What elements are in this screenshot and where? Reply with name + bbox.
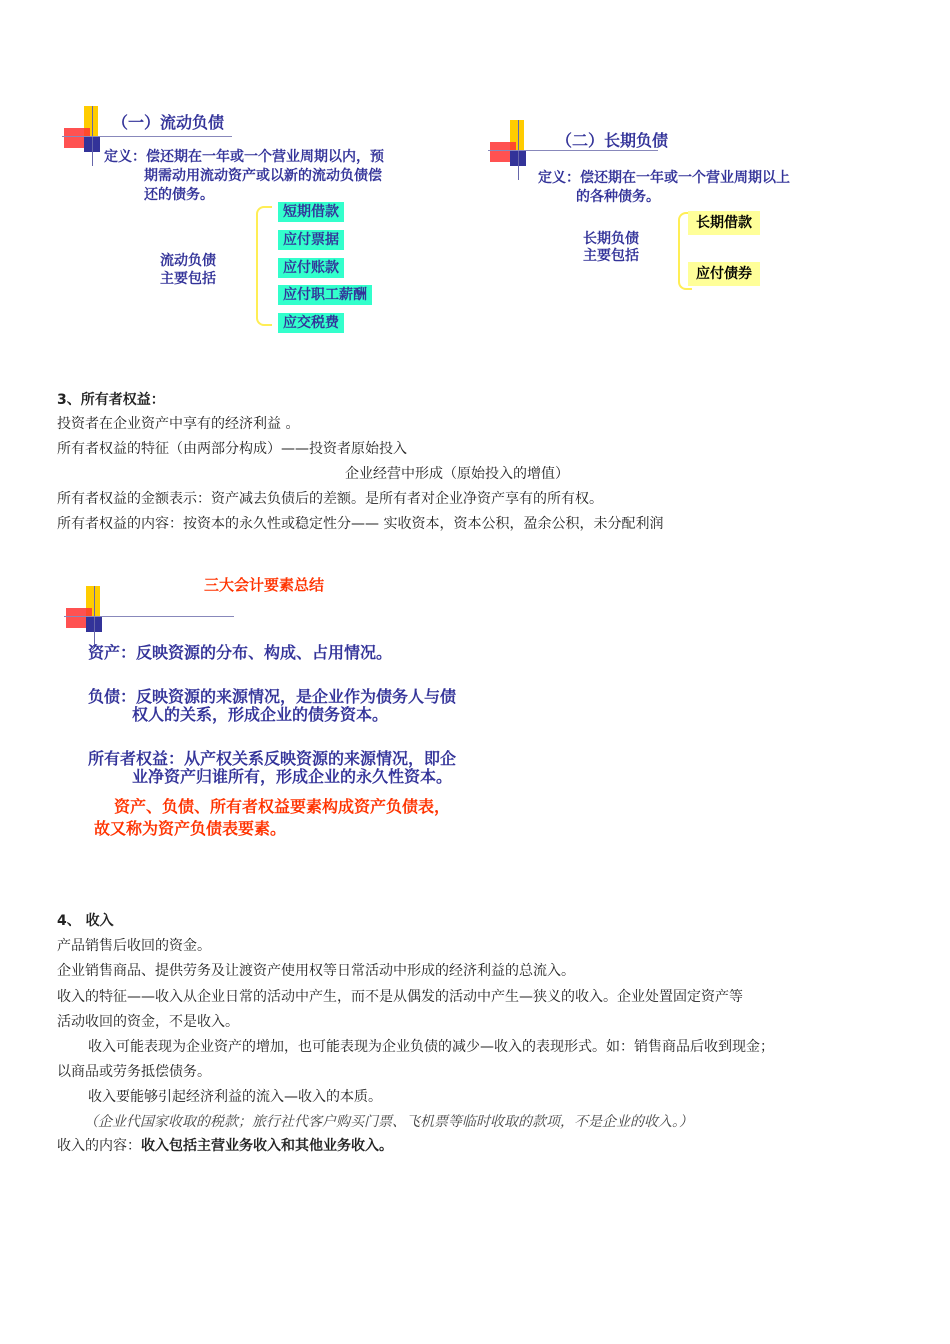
equity-heading: 3、所有者权益： [57,392,165,408]
revenue-line: 收入可能表现为企业资产的增加，也可能表现为企业负债的减少—收入的表现形式。如：销售商品后收到现金； [88,1039,774,1055]
revenue-line: 产品销售后收回的资金。 [57,938,211,954]
long-term-liability-item: 应付债券 [688,262,760,286]
summary-liability-line1: 负债：反映资源的来源情况，是企业作为债务人与债 [88,687,457,706]
revenue-line: 以商品或劳务抵偿债务。 [57,1064,211,1080]
revenue-content-bold: 收入包括主营业务收入和其他业务收入。 [141,1138,393,1154]
summary-equity-line2: 业净资产归谁所有，形成企业的永久性资本。 [132,767,453,786]
current-liabilities-label-line2: 主要包括 [160,271,216,287]
revenue-line: 收入要能够引起经济利益的流入—收入的本质。 [88,1089,382,1105]
summary-liability-line2: 权人的关系，形成企业的债务资本。 [132,705,389,724]
long-term-liabilities-def-line2: 的各种债务。 [576,189,660,205]
equity-line: 投资者在企业资产中享有的经济利益 。 [57,416,300,432]
summary-equity-line1: 所有者权益：从产权关系反映资源的来源情况，即企 [88,749,457,768]
revenue-line: 企业销售商品、提供劳务及让渡资产使用权等日常活动中形成的经济利益的总流入。 [57,963,575,979]
equity-line: 所有者权益的金额表示：资产减去负债后的差额。是所有者对企业净资产享有的所有权。 [57,491,603,507]
summary-note-line2: 故又称为资产负债表要素。 [94,819,287,838]
equity-line: 所有者权益的内容：按资本的永久性或稳定性分—— 实收资本，资本公积，盈余公积，未分配利润 [57,516,664,532]
long-term-liabilities-label-line1: 长期负债 [583,231,639,247]
revenue-content [57,1135,393,1157]
equity-line: 所有者权益的特征（由两部分构成）——投资者原始投入 [57,441,407,457]
current-liability-item: 应付票据 [278,230,344,250]
current-liability-item: 短期借款 [278,202,344,222]
revenue-content-prefix: 收入的内容： [57,1138,141,1154]
slide-logo-icon [64,586,124,646]
summary-title: 三大会计要素总结 [204,576,325,594]
current-liability-item: 应付账款 [278,258,344,278]
revenue-line: 活动收回的资金，不是收入。 [57,1014,239,1030]
revenue-note: （企业代国家收取的税款；旅行社代客户购买门票、飞机票等临时收取的款项，不是企业的收入。） [84,1114,693,1130]
long-term-liabilities-def-line1: 定义：偿还期在一年或一个营业周期以上 [538,170,790,186]
current-liabilities-def-line2: 期需动用流动资产或以新的流动负债偿 [144,168,382,184]
current-liability-item: 应交税费 [278,313,344,333]
current-liabilities-brace [256,206,272,326]
summary-asset: 资产：反映资源的分布、构成、占用情况。 [88,643,393,662]
revenue-heading: 4、 收入 [57,913,114,929]
revenue-line: 收入的特征——收入从企业日常的活动中产生，而不是从偶发的活动中产生—狭义的收入。企业处置固定资产等 [57,989,743,1005]
current-liabilities-label-line1: 流动负债 [160,253,216,269]
current-liabilities-def-line1: 定义：偿还期在一年或一个营业周期以内，预 [104,149,384,165]
long-term-liabilities-label-line2: 主要包括 [583,248,639,264]
current-liabilities-title: （一）流动负债 [112,113,225,132]
current-liability-item: 应付职工薪酬 [278,285,372,305]
long-term-liabilities-title: （二）长期负债 [556,131,669,150]
summary-note-line1: 资产、负债、所有者权益要素构成资产负债表， [114,797,451,816]
equity-line: 企业经营中形成（原始投入的增值） [345,466,569,482]
long-term-liability-item: 长期借款 [688,211,760,235]
current-liabilities-def-line3: 还的债务。 [144,187,214,203]
